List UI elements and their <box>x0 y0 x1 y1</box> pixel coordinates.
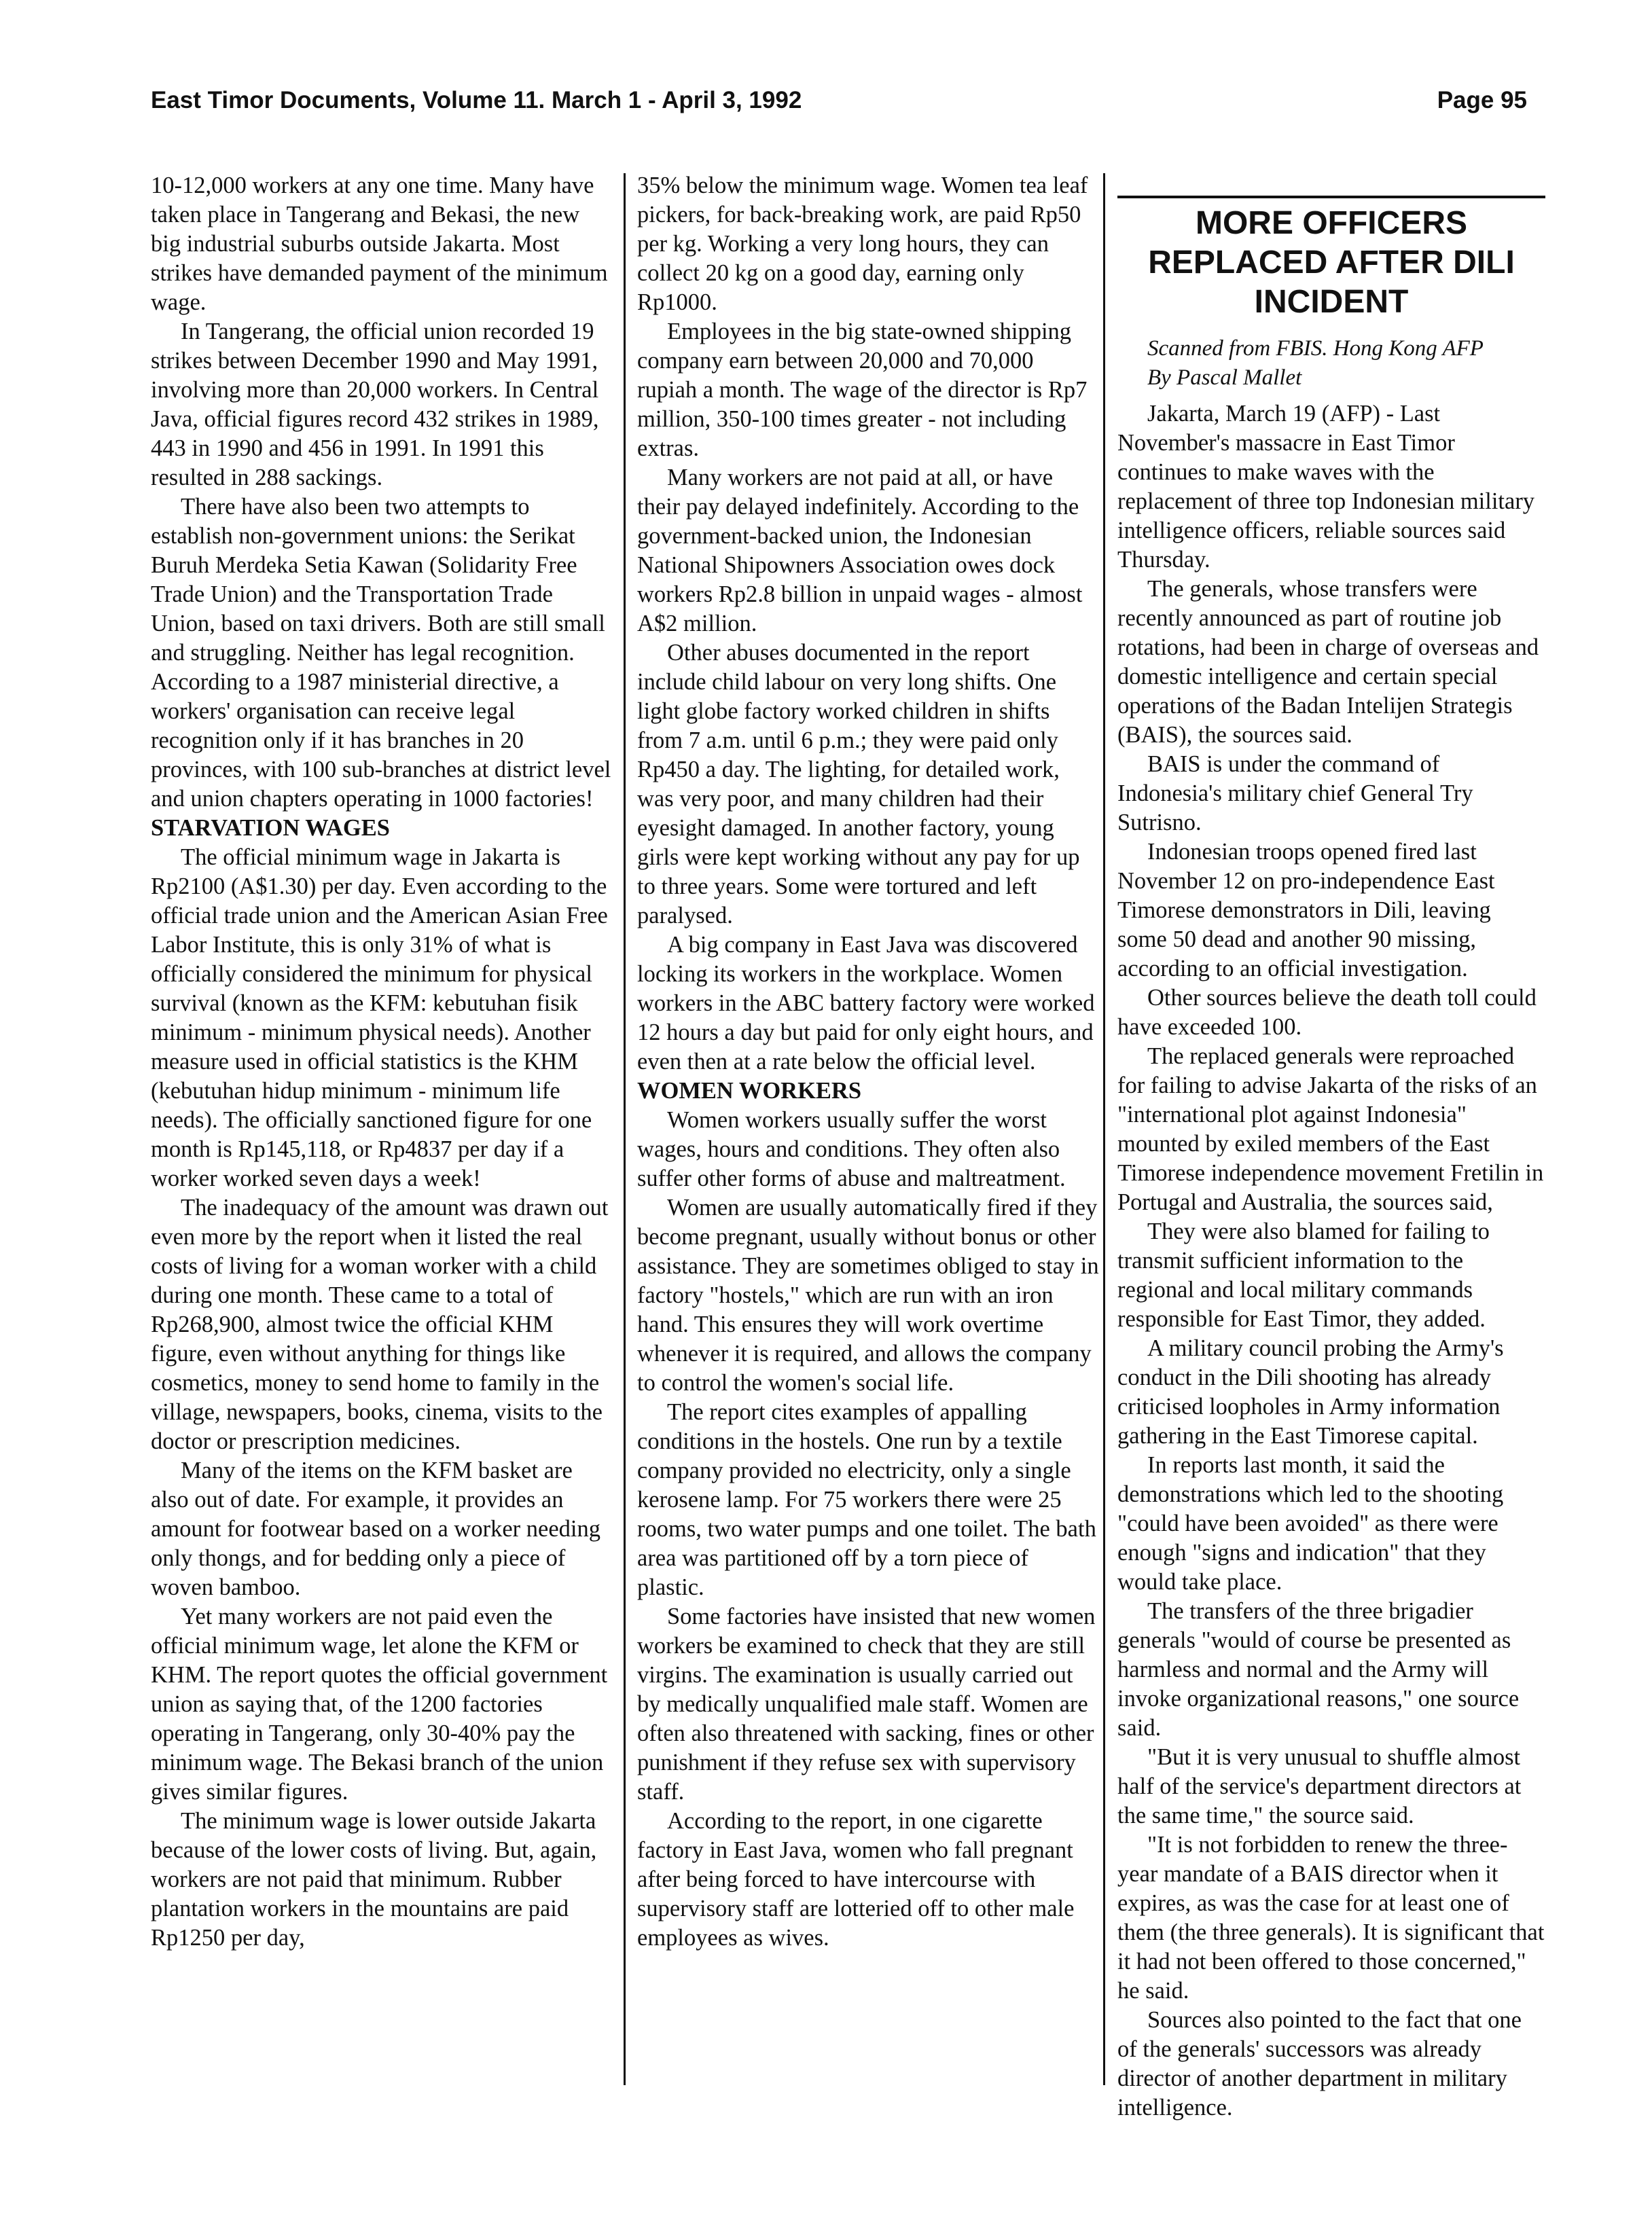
article-title: MORE OFFICERS REPLACED AFTER DILI INCIDENT <box>1148 205 1515 320</box>
article-source: Scanned from FBIS. Hong Kong AFP <box>1147 336 1484 361</box>
article-top-rule <box>1117 196 1545 198</box>
running-header <box>151 87 1527 128</box>
paragraph: They were also blamed for failing to transmit sufficient information to the regional and local military commands responsible for East Timor, they added. <box>1117 1218 1490 1332</box>
paragraph: Other abuses documented in the report include child labour on very long shifts. One light globe factory worked children in shifts from 7 a.m. until 6 p.m.; they were paid only Rp450 a day. The lighting, for detailed work, was very poor, and many children had their eyesight damaged. In another factory, young girls were kept working without any pay for up to three years. Some were tortured and left paralysed. <box>637 640 1080 928</box>
paragraph: The report cites examples of appalling conditions in the hostels. One run by a textile company provided no electricity, only a single kerosene lamp. For 75 workers there were 25 rooms, two water pumps and one toilet. The bath area was partitioned off by a torn piece of plastic. <box>637 1399 1096 1600</box>
paragraph: The official minimum wage in Jakarta is Rp2100 (A$1.30) per day. Even according to the official trade union and the American Asian Free Labor Institute, this is only 31% of what is officially considered the minimum for physical survival (known as the KFM: kebutuhan fisik minimum - minimum physical needs). Another measure used in official statistics is the KHM (kebutuhan hidup minimum - minimum life needs). The officially sanctioned figure for one month is Rp145,118, or Rp4837 per day if a worker worked seven days a week! <box>151 844 608 1191</box>
paragraph: Women workers usually suffer the worst wages, hours and conditions. They often also suffer other forms of abuse and maltreatment. <box>637 1107 1066 1191</box>
paragraph: The replaced generals were reproached for failing to advise Jakarta of the risks of an "international plot against Indonesia" mounted by exiled members of the East Timorese independence movement Fretilin in Portugal and Australia, the sources said, <box>1117 1043 1544 1215</box>
article-author: By Pascal Mallet <box>1147 365 1302 390</box>
column-3 <box>1117 204 1545 2123</box>
paragraph: Some factories have insisted that new women workers be examined to check that they are still virgins. The examination is usually carried out by medically unqualified male staff. Women are often also threatened with sacking, fines or other punishment if they refuse sex with supervisory staff. <box>637 1604 1096 1805</box>
paragraph: A military council probing the Army's conduct in the Dili shooting has already criticised loopholes in Army information gathering in the East Timorese capital. <box>1117 1335 1504 1449</box>
paragraph: Employees in the big state-owned shipping company earn between 20,000 and 70,000 rupiah a month. The wage of the director is Rp7 million, 350-100 times greater - not including extras. <box>637 319 1088 461</box>
paragraph: Many of the items on the KFM basket are also out of date. For example, it provides an amount for footwear based on a worker needing only thongs, and for bedding only a piece of woven bamboo. <box>151 1458 600 1600</box>
paragraph: The generals, whose transfers were recently announced as part of routine job rotations, had been in charge of overseas and domestic intelligence and certain special operations of the Badan Intelijen Strategis (BAIS), the sources said. <box>1117 576 1539 748</box>
paragraph: There have also been two attempts to establish non-government unions: the Serikat Buruh Merdeka Setia Kawan (Solidarity Free Trade Union) and the Transportation Trade Union, based on taxi drivers. Both are still small and struggling. Neither has legal recognition. According to a 1987 ministerial directive, a workers' organisation can receive legal recognition only if it has branches in 20 provinces, with 100 sub-branches at district level and union chapters operating in 1000 factories! <box>151 494 611 812</box>
paragraph: The inadequacy of the amount was drawn out even more by the report when it listed the real costs of living for a woman worker with a child during one month. These came to a total of Rp268,900, almost twice the official KHM figure, even without anything for things like cosmetics, money to send home to family in the village, newspapers, books, cinema, visits to the doctor or prescription medicines. <box>151 1195 609 1454</box>
paragraph: 10-12,000 workers at any one time. Many have taken place in Tangerang and Bekasi, the new big industrial suburbs outside Jakarta. Most strikes have demanded payment of the minimum wage. <box>151 173 608 315</box>
paragraph: Sources also pointed to the fact that one of the generals' successors was already director of another department in military intelligence. <box>1117 2007 1522 2120</box>
page-number: Page 95 <box>1437 87 1527 113</box>
column-2 <box>637 171 1099 1953</box>
publication-title: East Timor Documents, Volume 11. March 1 - April 3, 1992 <box>151 87 802 113</box>
column-divider <box>1103 173 1105 2085</box>
paragraph: 35% below the minimum wage. Women tea leaf pickers, for back-breaking work, are paid Rp50 per kg. Working a very long hours, they can collect 20 kg on a good day, earning only Rp1000. <box>637 173 1088 315</box>
paragraph: Yet many workers are not paid even the official minimum wage, let alone the KFM or KHM. The report quotes the official government union as saying that, of the 1200 factories operating in Tangerang, only 30-40% pay the minimum wage. The Bekasi branch of the union gives similar figures. <box>151 1604 608 1805</box>
paragraph: "It is not forbidden to renew the three-year mandate of a BAIS director when it expires, as was the case for at least one of them (the three generals). It is significant that it had not been offered to those concerned," he said. <box>1117 1832 1545 2004</box>
column-1 <box>151 171 613 1953</box>
paragraph: "But it is very unusual to shuffle almost half of the service's department directors at the same time," the source said. <box>1117 1744 1522 1828</box>
paragraph: In Tangerang, the official union recorded 19 strikes between December 1990 and May 1991, involving more than 20,000 workers. In Central Java, official figures record 432 strikes in 1989, 443 in 1990 and 456 in 1991. In 1991 this resulted in 288 sackings. <box>151 319 599 490</box>
paragraph: A big company in East Java was discovered locking its workers in the workplace. Women workers in the ABC battery factory were worked 12 hours a day but paid for only eight hours, and even then at a rate below the official level. <box>637 932 1095 1075</box>
paragraph: Jakarta, March 19 (AFP) - Last November's massacre in East Timor continues to make waves with the replacement of three top Indonesian military intelligence officers, reliable sources said Thursday. <box>1117 401 1535 573</box>
section-heading: STARVATION WAGES <box>151 815 390 841</box>
paragraph: In reports last month, it said the demonstrations which led to the shooting "could have been avoided" as there were enough "signs and indication" that they would take place. <box>1117 1452 1504 1595</box>
paragraph: Indonesian troops opened fired last November 12 on pro-independence East Timorese demonstrators in Dili, leaving some 50 dead and another 90 missing, according to an official investigation. <box>1117 839 1495 981</box>
paragraph: Many workers are not paid at all, or have their pay delayed indefinitely. According to the government-backed union, the Indonesian National Shipowners Association owes dock workers Rp2.8 billion in unpaid wages - almost A$2 million. <box>637 465 1083 636</box>
paragraph: According to the report, in one cigarette factory in East Java, women who fall pregnant after being forced to have intercourse with supervisory staff are lotteried off to other male employees as wives. <box>637 1808 1075 1951</box>
paragraph: Women are usually automatically fired if they become pregnant, usually without bonus or other assistance. They are sometimes obliged to stay in factory "hostels," which are run with an iron hand. This ensures they will work overtime whenever it is required, and allows the company to control the women's social life. <box>637 1195 1099 1396</box>
paragraph: BAIS is under the command of Indonesia's military chief General Try Sutrisno. <box>1117 751 1473 835</box>
paragraph: The minimum wage is lower outside Jakarta because of the lower costs of living. But, again, workers are not paid that minimum. Rubber plantation workers in the mountains are paid Rp1250 per day, <box>151 1808 597 1951</box>
section-heading: WOMEN WORKERS <box>637 1078 862 1104</box>
paragraph: Other sources believe the death toll could have exceeded 100. <box>1117 985 1537 1040</box>
column-divider <box>624 173 626 2085</box>
paragraph: The transfers of the three brigadier generals "would of course be presented as harmless and normal and the Army will invoke organizational reasons," one source said. <box>1117 1598 1520 1741</box>
